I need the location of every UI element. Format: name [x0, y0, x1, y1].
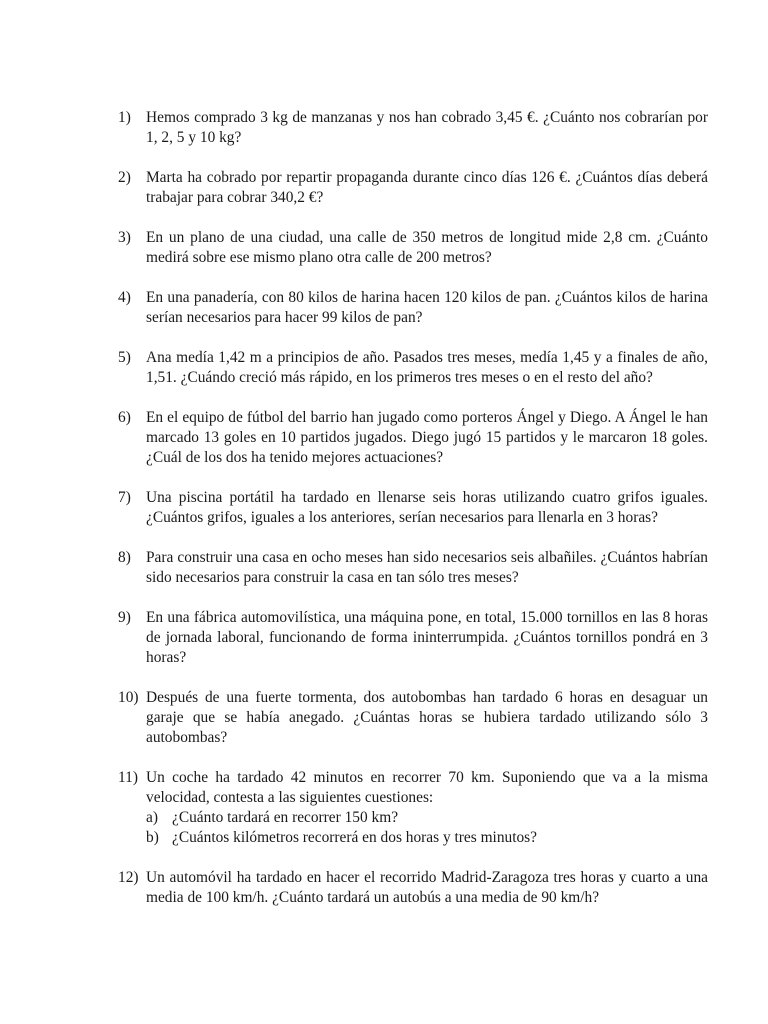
problem-number: 7): [118, 489, 131, 506]
problem-10: [118, 688, 708, 748]
problem-4: [118, 288, 708, 328]
problem-text: Marta ha cobrado por repartir propaganda durante cinco días 126 €. ¿Cuántos días deberá trabajar para cobrar 340,2 €?: [146, 169, 708, 206]
problem-text: Un automóvil ha tardado en hacer el recorrido Madrid-Zaragoza tres horas y cuarto a una media de 100 km/h. ¿Cuánto tardará un autobús a una media de 90 km/h?: [146, 869, 708, 906]
sub-question-label: a): [146, 809, 158, 826]
problem-number: 12): [118, 869, 139, 886]
problem-list: [118, 108, 708, 928]
sub-question-text: ¿Cuánto tardará en recorrer 150 km?: [172, 809, 399, 826]
sub-question-b: [146, 828, 708, 848]
problem-text: Ana medía 1,42 m a principios de año. Pasados tres meses, medía 1,45 y a finales de año, 1,51. ¿Cuándo creció más rápido, en los primeros tres meses o en el resto del año?: [146, 349, 708, 386]
problem-number: 3): [118, 229, 131, 246]
problem-text: En una fábrica automovilística, una máquina pone, en total, 15.000 tornillos en las 8 horas de jornada laboral, funcionando de forma ininterrumpida. ¿Cuántos tornillos pondrá en 3 horas?: [146, 609, 708, 666]
problem-number: 6): [118, 409, 131, 426]
problem-text: Para construir una casa en ocho meses han sido necesarios seis albañiles. ¿Cuántos habrían sido necesarios para construir la casa en tan sólo tres meses?: [146, 549, 708, 586]
problem-number: 10): [118, 689, 139, 706]
problem-text: En una panadería, con 80 kilos de harina hacen 120 kilos de pan. ¿Cuántos kilos de harina serían necesarios para hacer 99 kilos de pan?: [146, 289, 708, 326]
problem-number: 1): [118, 109, 131, 126]
problem-text: Una piscina portátil ha tardado en llenarse seis horas utilizando cuatro grifos iguales. ¿Cuántos grifos, iguales a los anteriores, serían necesarios para llenarla en 3 horas?: [146, 489, 708, 526]
problem-8: [118, 548, 708, 588]
problem-text: Hemos comprado 3 kg de manzanas y nos han cobrado 3,45 €. ¿Cuánto nos cobrarían por 1, 2, 5 y 10 kg?: [146, 109, 708, 146]
sub-question-list: [146, 808, 708, 848]
sub-question-text: ¿Cuántos kilómetros recorrerá en dos horas y tres minutos?: [172, 829, 538, 846]
sub-question-a: [146, 808, 708, 828]
problem-text: Después de una fuerte tormenta, dos autobombas han tardado 6 horas en desaguar un garaje que se había anegado. ¿Cuántas horas se hubiera tardado utilizando sólo 3 autobombas?: [146, 689, 708, 746]
problem-2: [118, 168, 708, 208]
problem-body: [146, 768, 708, 848]
problem-number: 8): [118, 549, 131, 566]
problem-1: [118, 108, 708, 148]
problem-text: Un coche ha tardado 42 minutos en recorrer 70 km. Suponiendo que va a la misma velocidad, contesta a las siguientes cuestiones:: [146, 769, 708, 806]
problem-9: [118, 608, 708, 668]
problem-5: [118, 348, 708, 388]
problem-number: 2): [118, 169, 131, 186]
problem-number: 9): [118, 609, 131, 626]
problem-number: 11): [118, 769, 138, 786]
problem-11: [118, 768, 708, 848]
problem-12: [118, 868, 708, 908]
problem-text: En un plano de una ciudad, una calle de 350 metros de longitud mide 2,8 cm. ¿Cuánto medirá sobre ese mismo plano otra calle de 200 metros?: [146, 229, 708, 266]
problem-6: [118, 408, 708, 468]
problem-7: [118, 488, 708, 528]
problem-text: En el equipo de fútbol del barrio han jugado como porteros Ángel y Diego. A Ángel le han marcado 13 goles en 10 partidos jugados. Diego jugó 15 partidos y le marcaron 18 goles. ¿Cuál de los dos ha tenido mejores actuaciones?: [146, 409, 708, 466]
problem-3: [118, 228, 708, 268]
sub-question-label: b): [146, 829, 159, 846]
problem-number: 5): [118, 349, 131, 366]
problem-number: 4): [118, 289, 131, 306]
